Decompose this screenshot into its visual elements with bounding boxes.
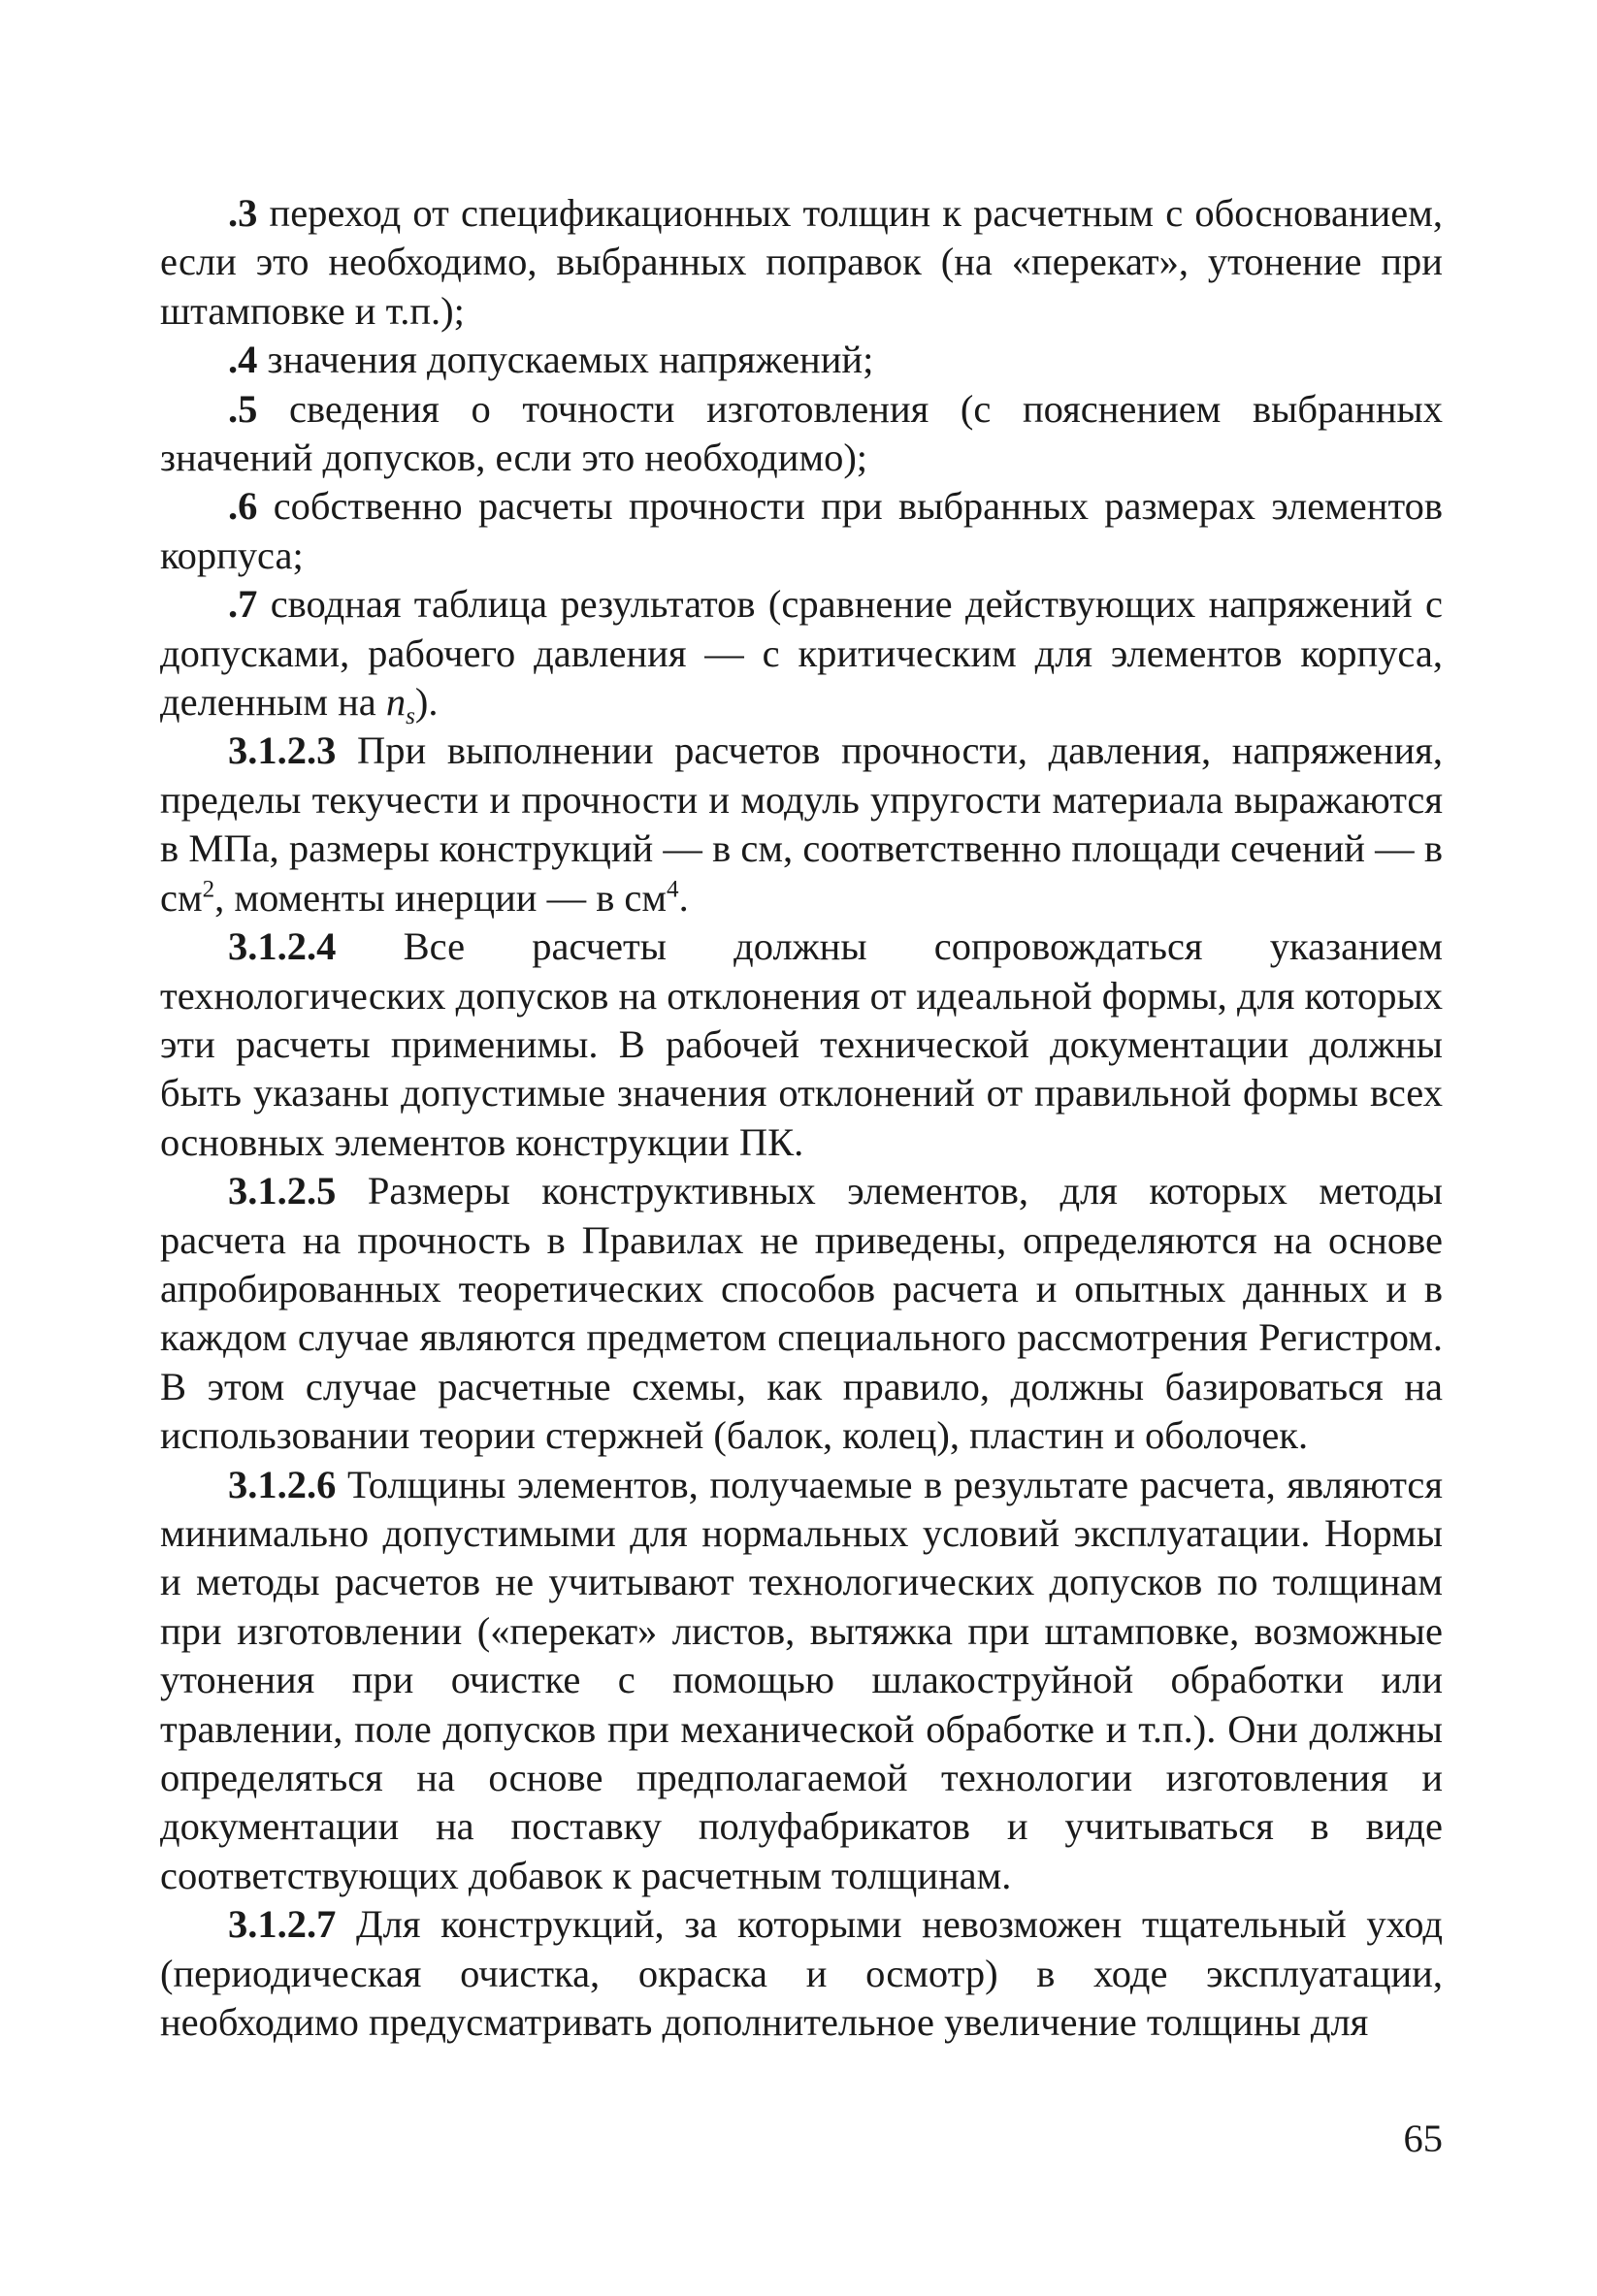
- variable-subscript: s: [406, 703, 415, 730]
- item-text: собственно расчеты прочности при выбранных размерах элементов корпуса;: [160, 484, 1443, 577]
- page-number: 65: [1403, 2117, 1443, 2160]
- section-3-1-2-6: [160, 1461, 1443, 1901]
- superscript: 2: [202, 876, 215, 903]
- section-tail: .: [678, 875, 689, 920]
- list-item-3: [160, 189, 1443, 336]
- section-text: Размеры конструктивных элементов, для которых методы расчета на прочность в Правилах не приведены, определяются на основе апробированных теоретических способов расчета и опытных данных и в каждом случае являются предметом специального рассмотрения Регистром. В этом случае расчетные схемы, как правило, должны базироваться на использовании теории стержней (балок, колец), пластин и оболочек.: [160, 1169, 1443, 1458]
- section-number: 3.1.2.3: [228, 728, 337, 773]
- item-number: .5: [228, 386, 258, 431]
- list-item-6: [160, 482, 1443, 580]
- section-number: 3.1.2.6: [228, 1462, 337, 1506]
- item-number: .3: [228, 191, 258, 235]
- list-item-5: [160, 385, 1443, 483]
- section-3-1-2-4: [160, 922, 1443, 1167]
- list-item-7: [160, 580, 1443, 730]
- section-text-mid: , моменты инерции — в см: [214, 875, 668, 920]
- variable-n: n: [385, 680, 407, 725]
- section-3-1-2-5: [160, 1167, 1443, 1460]
- section-number: 3.1.2.4: [228, 924, 337, 969]
- item-number: .7: [228, 582, 258, 627]
- item-number: .6: [228, 484, 258, 529]
- item-number: .4: [228, 338, 258, 382]
- document-page: [160, 189, 1443, 2047]
- section-3-1-2-3: [160, 727, 1443, 922]
- item-tail: ).: [414, 680, 439, 725]
- section-text: Для конструкций, за которыми невозможен тщательный уход (периодическая очистка, окраска и осмотр) в ходе эксплуатации, необходимо предусматривать дополнительное увеличение толщины для: [160, 1902, 1443, 2045]
- item-text: сведения о точности изготовления (с пояснением выбранных значений допусков, если это необходимо);: [160, 386, 1443, 480]
- section-number: 3.1.2.7: [228, 1902, 337, 1947]
- item-text: переход от спецификационных толщин к расчетным с обоснованием, если это необходимо, выбранных поправок (на «перекат», утонение при штамповке и т.п.);: [160, 191, 1443, 333]
- section-text: При выполнении расчетов прочности, давления, напряжения, пределы текучести и прочности и модуль упругости материала выражаются в МПа, размеры конструкций — в см, соответственно площади сечений — в см: [160, 728, 1443, 920]
- section-text: Толщины элементов, получаемые в результате расчета, являются минимально допустимыми для нормальных условий эксплуатации. Нормы и методы расчетов не учитывают технологических допусков по толщинам при изготовлении («перекат» листов, вытяжка при штамповке, возможные утонения при очистке с помощью шлакоструйной обработки или травлении, поле допусков при механической обработке и т.п.). Они должны определяться на основе предполагаемой технологии изготовления и документации на поставку полуфабрикатов и учитываться в виде соответствующих добавок к расчетным толщинам.: [160, 1462, 1443, 1897]
- item-text: значения допускаемых напряжений;: [257, 338, 874, 382]
- superscript: 4: [667, 876, 679, 903]
- item-text: сводная таблица результатов (сравнение действующих напряжений с допусками, рабочего давления — с критическим для элементов корпуса, деленным на: [160, 582, 1443, 725]
- section-number: 3.1.2.5: [228, 1169, 337, 1213]
- section-text: Все расчеты должны сопровождаться указанием технологических допусков на отклонения от идеальной формы, для которых эти расчеты применимы. В рабочей технической документации должны быть указаны допустимые значения отклонений от правильной формы всех основных элементов конструкции ПК.: [160, 924, 1443, 1164]
- list-item-4: [160, 336, 1443, 384]
- section-3-1-2-7: [160, 1900, 1443, 2047]
